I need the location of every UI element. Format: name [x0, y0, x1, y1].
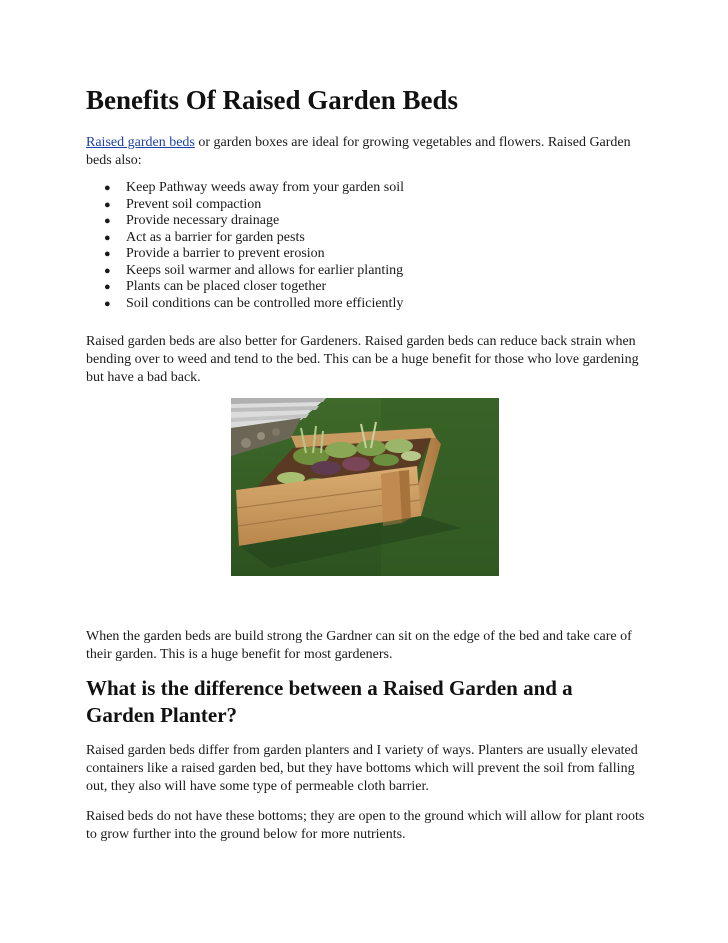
list-item-text: Plants can be placed closer together	[126, 279, 327, 294]
intro-paragraph	[86, 134, 646, 170]
planters-paragraph: Raised garden beds differ from garden planters and I variety of ways. Planters are usually elevated containers like a raised garden bed, but they have bottoms which will prevent the soil from falling out, they also will have some type of permeable cloth barrier.	[86, 743, 638, 794]
bullet-icon: ●	[104, 215, 111, 227]
list-item-text: Provide necessary drainage	[126, 213, 280, 228]
benefits-list	[86, 180, 646, 312]
list-item-text: Keep Pathway weeds away from your garden soil	[126, 180, 404, 195]
difference-heading: What is the difference between a Raised Garden and a Garden Planter?	[86, 676, 573, 727]
list-item	[86, 246, 646, 263]
bullet-icon: ●	[104, 281, 111, 293]
list-item	[86, 230, 646, 247]
list-item	[86, 263, 646, 280]
list-item-text: Act as a barrier for garden pests	[126, 229, 305, 245]
list-item	[86, 213, 646, 230]
raised-garden-beds-link[interactable]: Raised garden beds	[86, 135, 195, 150]
intro-text: or garden boxes are ideal for growing vegetables and flowers. Raised Garden beds also:	[86, 135, 631, 168]
bullet-icon: ●	[104, 182, 111, 194]
page-title: Benefits Of Raised Garden Beds	[86, 85, 459, 115]
bullet-icon: ●	[104, 264, 111, 277]
back-strain-paragraph: Raised garden beds are also better for Gardeners. Raised garden beds can reduce back strain when bending over to weed and tend to the bed. This can be a huge benefit for those who love gardening but have a bad back.	[86, 334, 639, 385]
list-item	[86, 296, 646, 313]
bullet-icon: ●	[104, 248, 111, 260]
list-item-text: Soil conditions can be controlled more efficiently	[126, 295, 404, 311]
sit-on-edge-paragraph: When the garden beds are build strong the Gardner can sit on the edge of the bed and take care of their garden. This is a huge benefit for most gardeners.	[86, 629, 632, 662]
bullet-icon: ●	[104, 231, 111, 244]
list-item-text: Keeps soil warmer and allows for earlier planting	[126, 262, 404, 278]
bullet-icon: ●	[104, 297, 111, 310]
list-item	[86, 279, 646, 296]
roots-paragraph: Raised beds do not have these bottoms; they are open to the ground which will allow for plant roots to grow further into the ground below for more nutrients.	[86, 809, 645, 842]
bullet-icon: ●	[104, 198, 111, 211]
list-item-text: Prevent soil compaction	[126, 196, 262, 212]
list-item	[86, 180, 646, 197]
list-item	[86, 197, 646, 214]
list-item-text: Provide a barrier to prevent erosion	[126, 246, 325, 261]
raised-garden-bed-photo	[231, 398, 499, 576]
